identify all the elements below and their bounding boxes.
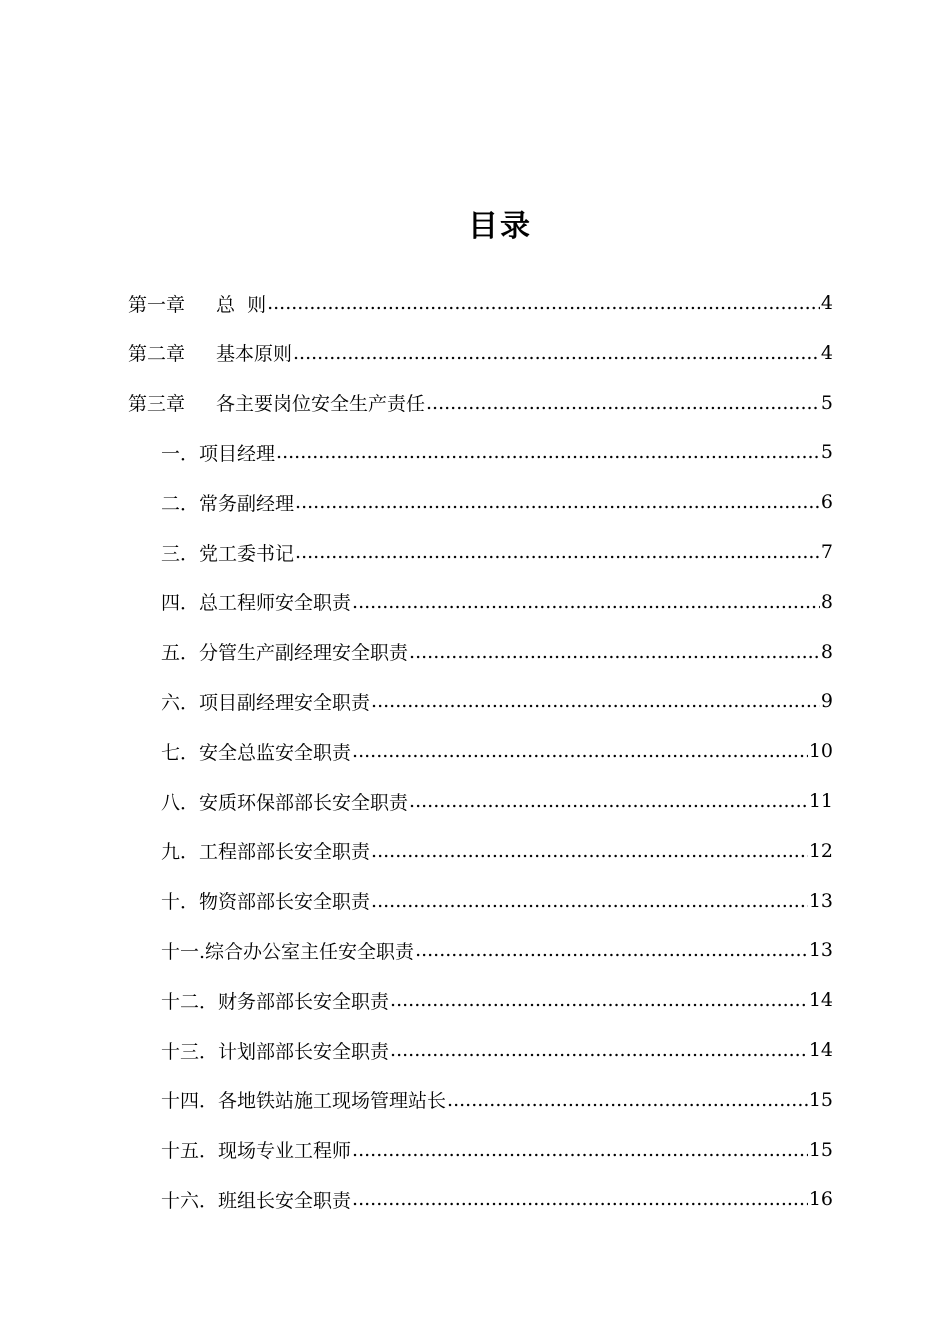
dot-leader (371, 690, 820, 712)
toc-entry[interactable] (161, 726, 833, 776)
page-number: 15 (808, 1088, 833, 1111)
entry-title: 物资部部长安全职责 (199, 891, 371, 914)
section-number: 三． (161, 542, 200, 565)
entry-title: 财务部部长安全职责 (218, 990, 390, 1013)
dot-leader (447, 1089, 808, 1111)
section-number: 十． (161, 891, 200, 914)
toc-entry[interactable] (128, 278, 833, 328)
section-number: 七． (161, 741, 200, 764)
toc-entry[interactable] (161, 577, 833, 627)
section-number: 十二． (161, 990, 219, 1013)
section-number: 九． (161, 841, 200, 864)
section-number: 一． (161, 442, 200, 465)
page-number: 11 (808, 790, 833, 812)
dot-leader (293, 342, 820, 364)
toc-entry[interactable] (128, 328, 833, 378)
toc-entry[interactable] (161, 1075, 833, 1125)
toc-entry[interactable] (161, 427, 833, 477)
dot-leader (295, 541, 820, 563)
dot-leader (371, 890, 808, 912)
dot-leader (371, 840, 808, 862)
toc-entry[interactable] (161, 826, 833, 876)
page-number: 12 (808, 839, 833, 862)
entry-title: 分管生产副经理安全职责 (199, 642, 409, 665)
section-number: 二． (161, 492, 200, 515)
toc-entry[interactable] (161, 477, 833, 527)
dot-leader (352, 740, 808, 762)
entry-title: 现场专业工程师 (218, 1140, 352, 1163)
page-number: 14 (808, 1039, 833, 1061)
page-number: 14 (808, 989, 833, 1012)
toc-entry[interactable] (161, 876, 833, 926)
entry-title: 工程部部长安全职责 (199, 841, 371, 864)
entry-title: 各地铁站施工现场管理站长 (218, 1090, 447, 1113)
entry-title: 基本原则 (216, 343, 293, 366)
dot-leader (409, 790, 808, 812)
toc-entry[interactable] (161, 1125, 833, 1175)
dot-leader (295, 491, 820, 513)
entry-title: 总 则 (216, 293, 267, 316)
page-number: 6 (820, 491, 833, 514)
page-number: 10 (808, 740, 833, 763)
dot-leader (409, 641, 820, 663)
toc-entry[interactable] (128, 378, 833, 428)
page-number: 5 (820, 441, 833, 464)
section-number: 十三． (161, 1040, 219, 1063)
toc-entry[interactable] (161, 975, 833, 1025)
entry-title: 党工委书记 (199, 542, 295, 565)
page-number: 13 (808, 889, 833, 912)
toc-entry[interactable] (161, 776, 833, 826)
dot-leader (390, 1039, 808, 1061)
page-number: 8 (820, 590, 833, 613)
page-number: 9 (820, 690, 833, 713)
dot-leader (415, 939, 808, 961)
page-number: 13 (808, 939, 833, 962)
toc-entry[interactable] (161, 925, 833, 975)
section-number: 五． (161, 642, 200, 665)
dot-leader (390, 989, 808, 1011)
dot-leader (352, 1139, 808, 1161)
dot-leader (276, 441, 820, 463)
entry-title: 班组长安全职责 (218, 1189, 352, 1212)
page-number: 4 (820, 341, 833, 364)
section-number: 六． (161, 691, 200, 714)
entry-title: 项目经理 (199, 442, 276, 465)
section-number: 四． (161, 592, 200, 615)
page-number: 8 (820, 640, 833, 663)
entry-title: 综合办公室主任安全职责 (205, 940, 415, 963)
toc-entry[interactable] (161, 627, 833, 677)
section-number: 十六． (161, 1189, 219, 1212)
toc-title: 目录 (468, 209, 532, 244)
chapter-number: 第一章 (128, 293, 186, 316)
dot-leader (267, 292, 820, 314)
toc-entry[interactable] (161, 1025, 833, 1075)
toc-entry[interactable] (161, 676, 833, 726)
toc-entry[interactable] (161, 527, 833, 577)
entry-title: 总工程师安全职责 (199, 592, 352, 615)
dot-leader (352, 591, 820, 613)
page-number: 16 (808, 1188, 833, 1211)
toc-entry[interactable] (161, 1174, 833, 1224)
dot-leader (352, 1188, 808, 1210)
entry-title: 计划部部长安全职责 (218, 1040, 390, 1063)
entry-title: 常务副经理 (199, 492, 295, 515)
page-number: 7 (820, 541, 833, 563)
dot-leader (426, 392, 820, 414)
entry-title: 安全总监安全职责 (199, 741, 352, 764)
entry-title: 安质环保部部长安全职责 (199, 791, 409, 814)
page-number: 5 (820, 391, 833, 414)
chapter-number: 第三章 (128, 393, 186, 416)
page-number: 15 (808, 1138, 833, 1161)
entry-title: 项目副经理安全职责 (199, 691, 371, 714)
section-number: 十一. (161, 940, 206, 963)
entry-title: 各主要岗位安全生产责任 (216, 393, 426, 416)
section-number: 十四． (161, 1090, 219, 1113)
section-number: 十五． (161, 1140, 219, 1163)
page-number: 4 (820, 292, 833, 314)
section-number: 八． (161, 791, 200, 814)
chapter-number: 第二章 (128, 343, 186, 366)
